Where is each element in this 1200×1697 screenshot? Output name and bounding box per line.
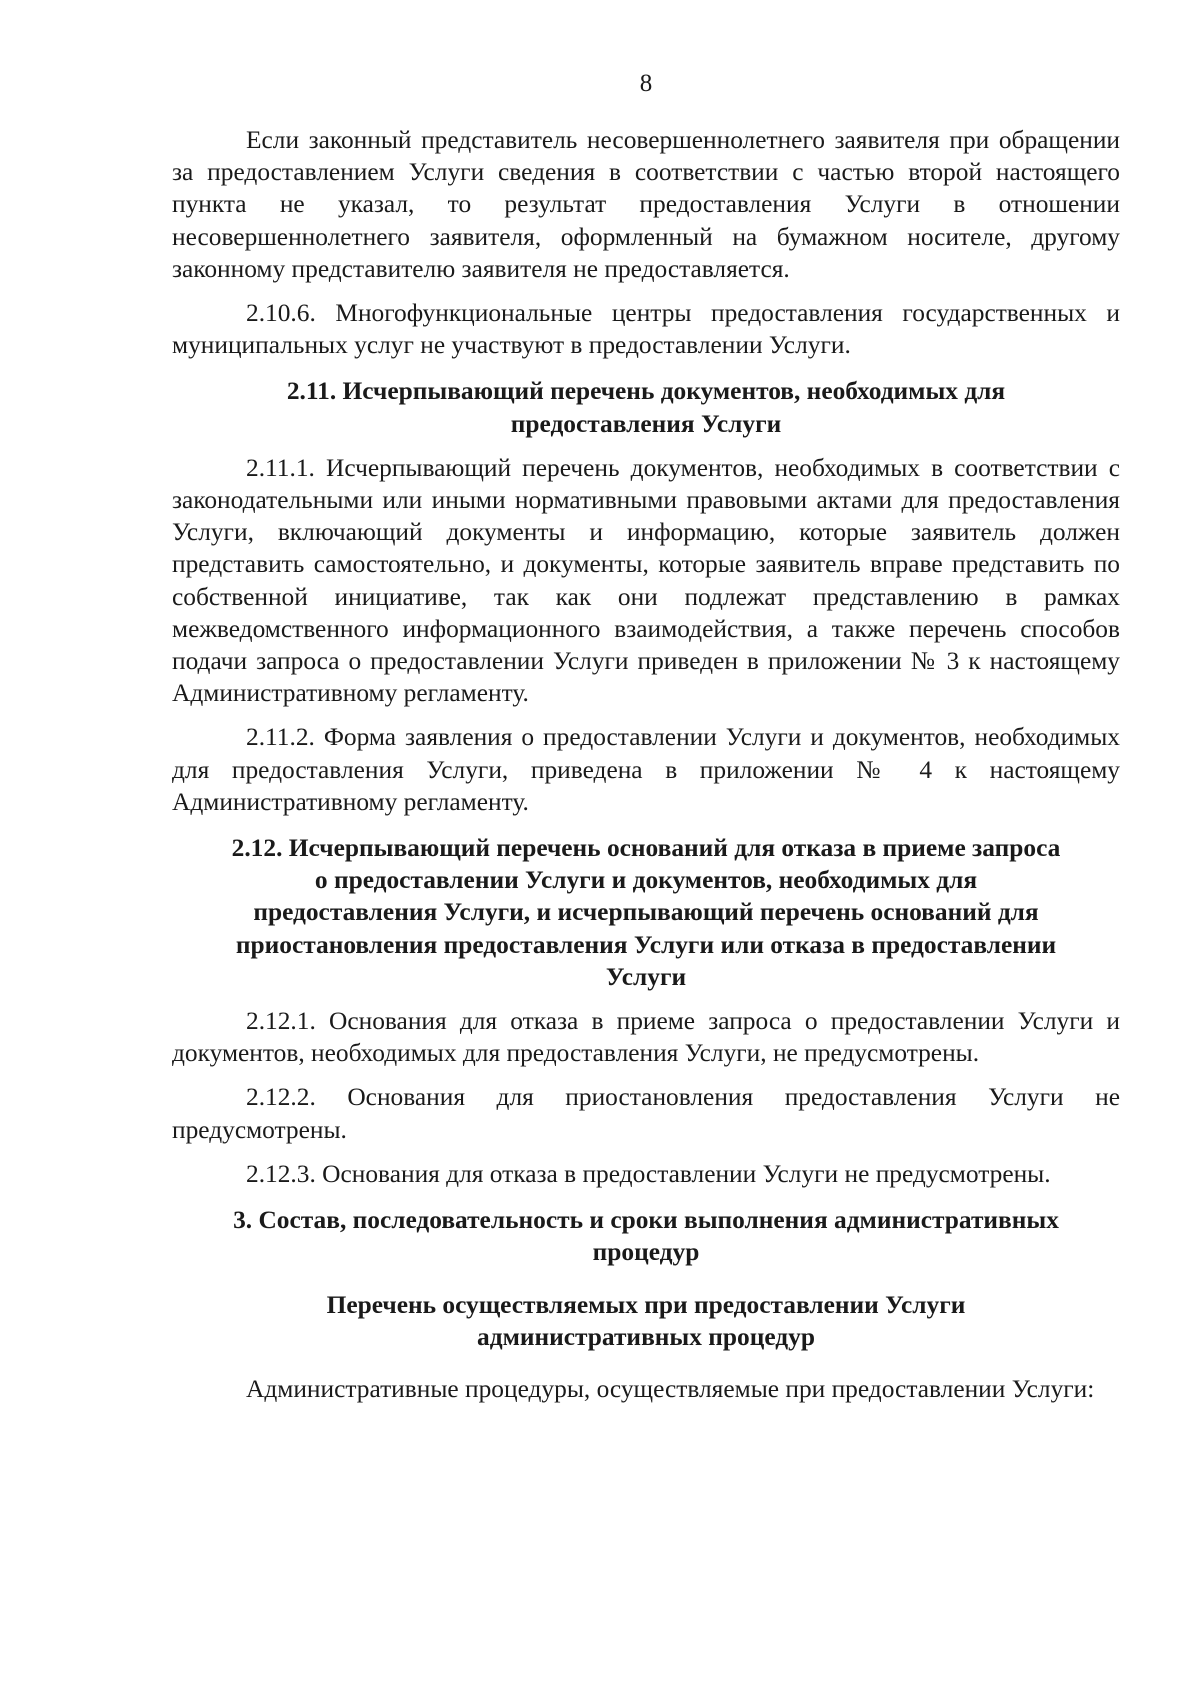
paragraph-2-12-3: 2.12.3. Основания для отказа в предоставлении Услуги не предусмотрены. xyxy=(246,1159,1051,1188)
heading-line: о предоставлении Услуги и документов, необходимых для xyxy=(314,866,978,895)
heading-line: предоставления Услуги, и исчерпывающий перечень оснований для xyxy=(253,898,1039,927)
paragraph-2-10-6: 2.10.6. Многофункциональные центры предоставления государственных и муниципальных услуг не участвуют в предоставлении Услуги. xyxy=(172,299,1120,360)
heading-line: Услуги xyxy=(605,962,687,991)
paragraph-2-12-2: 2.12.2. Основания для приостановления предоставления Услуги не предусмотрены. xyxy=(172,1083,1120,1144)
heading-line: 3. Состав, последовательность и сроки выполнения административных xyxy=(233,1206,1059,1235)
page-number: 8 xyxy=(639,70,653,97)
section-heading-2-12 xyxy=(172,832,1120,993)
heading-line: Перечень осуществляемых при предоставлении Услуги xyxy=(326,1290,966,1319)
paragraph-minor-representative: Если законный представитель несовершеннолетнего заявителя при обращении за предоставлением Услуги сведения в соответствии с частью второй настоящего пункта не указал, то результат предоставления Услуги в отношении несовершеннолетнего заявителя, оформленный на бумажном носителе, другому законному представителю заявителя не предоставляется. xyxy=(172,126,1120,283)
subsection-heading-procedures xyxy=(172,1289,1120,1353)
paragraph-2-11-2: 2.11.2. Форма заявления о предоставлении Услуги и документов, необходимых для предоставления Услуги, приведена в приложении № 4 к настоящему Административному регламенту. xyxy=(172,723,1120,816)
document-body xyxy=(172,124,1120,1405)
section-heading-2-11 xyxy=(172,375,1120,439)
heading-line: предоставления Услуги xyxy=(510,409,782,438)
heading-line: административных процедур xyxy=(477,1322,815,1351)
heading-line: приостановления предоставления Услуги или отказа в предоставлении xyxy=(235,930,1057,959)
heading-line: 2.12. Исчерпывающий перечень оснований для отказа в приеме запроса xyxy=(231,834,1061,863)
section-heading-3 xyxy=(172,1204,1120,1268)
paragraph-procedures-intro: Административные процедуры, осуществляемые при предоставлении Услуги: xyxy=(246,1374,1095,1403)
paragraph-2-11-1: 2.11.1. Исчерпывающий перечень документов, необходимых в соответствии с законодательными или иными нормативными правовыми актами для предоставления Услуги, включающий документы и информацию, которые заявитель должен представить самостоятельно, и документы, которые заявитель вправе представить по собственной инициативе, так как они подлежат представлению в рамках межведомственного информационного взаимодействия, а также перечень способов подачи запроса о предоставлении Услуги приведен в приложении № 3 к настоящему Административному регламенту. xyxy=(172,453,1120,708)
heading-line: 2.11. Исчерпывающий перечень документов, необходимых для xyxy=(286,377,1006,406)
paragraph-2-12-1: 2.12.1. Основания для отказа в приеме запроса о предоставлении Услуги и документов, необходимых для предоставления Услуги, не предусмотрены. xyxy=(172,1007,1120,1068)
heading-line: процедур xyxy=(592,1238,700,1267)
